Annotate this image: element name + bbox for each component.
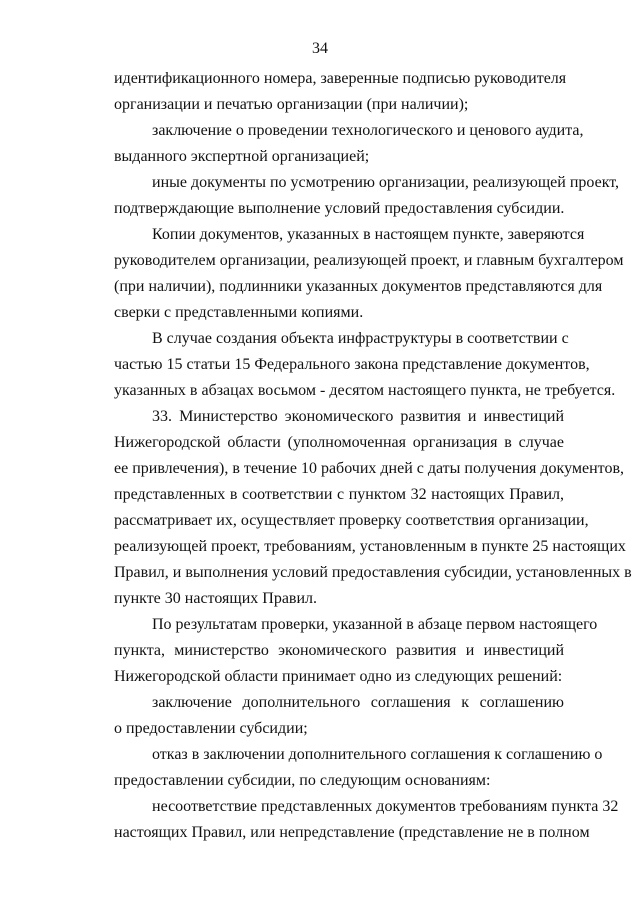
text-line: сверки с представленными копиями. xyxy=(114,304,364,321)
text-line: рассматривает их, осуществляет проверку соответствия организации, xyxy=(114,512,589,529)
paragraph xyxy=(76,742,603,794)
text-line: частью 15 статьи 15 Федерального закона представление документов, xyxy=(114,356,590,373)
text-line: о предоставлении субсидии; xyxy=(114,720,308,737)
text-line: идентификационного номера, заверенные подписью руководителя xyxy=(114,70,567,87)
text-line: отказ в заключении дополнительного соглашения к соглашению о xyxy=(152,746,603,763)
document-body xyxy=(76,66,632,846)
paragraph xyxy=(76,404,632,612)
paragraph xyxy=(76,794,619,846)
paragraph xyxy=(76,222,624,326)
text-line: Нижегородской области принимает одно из следующих решений: xyxy=(114,668,563,685)
text-line: руководителем организации, реализующей проект, и главным бухгалтером xyxy=(114,252,624,269)
text-line: пункта, министерство экономического развития и инвестиций xyxy=(114,642,564,659)
text-line: Копии документов, указанных в настоящем пункте, заверяются xyxy=(152,226,585,243)
text-line: реализующей проект, требованиям, установленным в пункте 25 настоящих xyxy=(114,538,626,555)
text-line: пункте 30 настоящих Правил. xyxy=(114,590,318,607)
text-line: представленных в соответствии с пунктом 32 настоящих Правил, xyxy=(114,486,564,503)
text-line: предоставлении субсидии, по следующим основаниям: xyxy=(114,772,491,789)
text-line: иные документы по усмотрению организации, реализующей проект, xyxy=(152,174,620,191)
text-line: ее привлечения), в течение 10 рабочих дней с даты получения документов, xyxy=(114,460,624,477)
text-line: заключение дополнительного соглашения к соглашению xyxy=(152,694,564,711)
text-line: Правил, и выполнения условий предоставления субсидии, установленных в xyxy=(114,564,632,581)
text-line: В случае создания объекта инфраструктуры в соответствии с xyxy=(152,330,569,347)
text-line: заключение о проведении технологического и ценового аудита, xyxy=(152,122,584,139)
text-line: настоящих Правил, или непредставление (представление не в полном xyxy=(114,824,590,841)
paragraph xyxy=(76,118,584,170)
text-line: 33. Министерство экономического развития и инвестиций xyxy=(152,408,564,425)
text-line: Нижегородской области (уполномоченная организация в случае xyxy=(114,434,564,451)
page-number: 34 xyxy=(312,40,328,57)
text-line: подтверждающие выполнение условий предоставления субсидии. xyxy=(114,200,565,217)
paragraph xyxy=(76,326,616,404)
text-line: По результатам проверки, указанной в абзаце первом настоящего xyxy=(152,616,598,633)
text-line: выданного экспертной организацией; xyxy=(114,148,370,165)
text-line: (при наличии), подлинники указанных документов представляются для xyxy=(114,278,603,295)
paragraph xyxy=(76,690,564,742)
paragraph xyxy=(76,612,598,690)
text-line: несоответствие представленных документов требованиям пункта 32 xyxy=(152,798,619,815)
paragraph xyxy=(76,66,567,118)
text-line: указанных в абзацах восьмом - десятом настоящего пункта, не требуется. xyxy=(114,382,616,399)
text-line: организации и печатью организации (при наличии); xyxy=(114,96,469,113)
paragraph xyxy=(76,170,620,222)
